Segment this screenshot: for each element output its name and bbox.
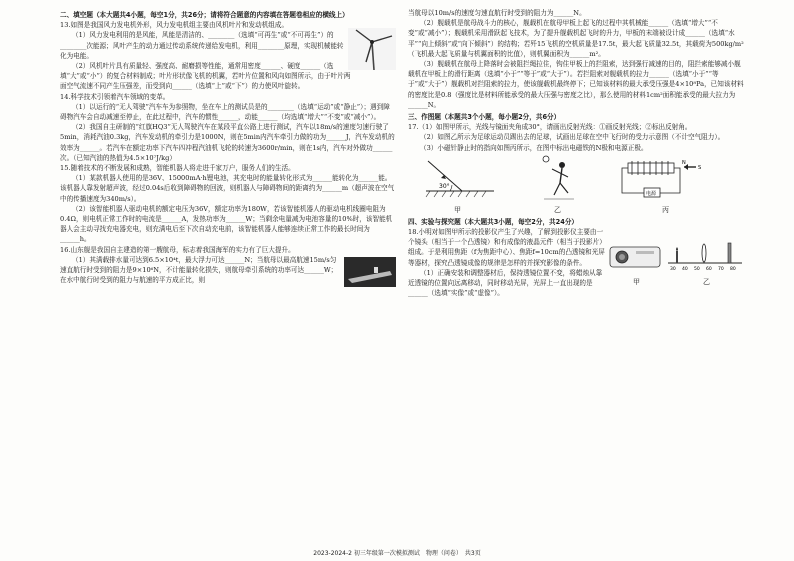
needle-north-label: N — [682, 159, 686, 166]
question-17-part-2: （2）如图乙所示为足球运动员踢出去的足球，试画出足球在空中飞行时的受力示意图（不计空气阻力）。 — [420, 133, 725, 142]
question-15-stem: 15.随着技术的不断发展和成熟，智能机器人将走进千家万户，服务人们的生活。 — [60, 164, 295, 173]
figure-label-jia-2: 甲 — [633, 278, 640, 287]
football-player-diagram — [538, 153, 578, 203]
question-18-part-1: （1）正确安装和调整器材后，保持透镜位置不变，将蜡烛从靠近透镜的位置向远离移动，同时移动光屏，光屏上一直出现的是______（选填“实像”或“虚像”）。 — [408, 268, 603, 298]
section-2-heading: 二、填空题（本大题共4小题，每空1分，共26分；请将符合题意的内容填在答题卷相应的横线上） — [60, 11, 349, 19]
ruler-tick-70: 70 — [718, 267, 724, 273]
question-14-part-1: （1）以运行的“无人驾驶”汽车车为参照物，坐在车上的测试员是的________（选填“运动”或“静止”）；遇到障碍物汽车会自动减速至停止，在此过程中，汽车的惯性______，动能______（均选填“增大”“不变”或“减小”）。 — [60, 102, 390, 122]
figure-label-bing: 丙 — [662, 205, 669, 214]
q16-block — [60, 255, 396, 286]
ruler-tick-30: 30 — [670, 267, 676, 273]
question-17-part-3: （3）小磁针静止时的指向如图丙所示，在图中标出电磁铁的N极和电源正极。 — [420, 143, 648, 152]
question-16-stem: 16.山东舰是我国自主建造的第一艘航母，标志着我国海军的实力有了巨大提升。 — [60, 245, 295, 254]
section-4-heading: 四、实验与探究题（本大题共3小题，每空2分，共24分） — [408, 217, 579, 226]
projector-photo — [608, 239, 662, 275]
power-source-label: 电源 — [646, 190, 657, 197]
figure-label-jia: 甲 — [454, 205, 461, 214]
question-15-part-1: （1）某款机器人使用的是36V、15000mA·h锂电池，其充电时的能量转化形式为______能转化为______能。该机器人靠发射超声波，经过0.04s后收到障碍物的回波，则机器人与障碍物间的距离约为______m（超声波在空气中的传播速度为340m/s）。 — [60, 174, 395, 203]
needle-south-label: S — [698, 164, 702, 171]
question-13-part-1: （1）风力发电利用的是风能，风能是清洁的、________（选填“可再生”或“不可再生”）的________次能源；风叶产生的动力通过传动系统传递给发电机，利用________原理，实现机械能转化为电能。 — [60, 31, 344, 60]
angle-label: 30° — [439, 182, 450, 190]
question-14-stem: 14.科学技术引领着汽车领域的变革。 — [60, 92, 170, 101]
q13-block — [60, 30, 396, 61]
electromagnet-diagram — [618, 155, 708, 201]
optical-bench-diagram — [666, 233, 744, 277]
section-3-heading: 三、作图题（本题共3个小题，每小题2分，共6分） — [408, 113, 561, 122]
question-18-stem: 18.小明对如图甲所示的投影仪产生了兴趣，了解到投影仪主要由一个镜头（相当于一个凸透镜）和有成像的液晶元件（相当于投影片）组成。于是利用焦距（f为焦距中心）、焦距f=10cm的凸透镜和光屏等器材，探究凸透镜成像的规律是怎样的并探究影像的条件。 — [408, 228, 606, 267]
right-column — [408, 8, 744, 298]
question-16-part-1: （1）其满载排水量可达到6.5×10⁴t，最大浮力可达______N；当航母以最高航速15m/s匀速直航行时受到的阻力是9×10⁶N，不计能量转化损失，则航母牵引系统的功率可达______W；在水中航行时受到的阻力与航速的平方成正比，则 — [60, 255, 338, 285]
figure-label-yi: 乙 — [554, 205, 561, 214]
figure-label-yi-2: 乙 — [703, 278, 710, 287]
wind-turbine-photo — [348, 28, 396, 70]
question-16-part-2: （2）舰载机是航母战斗力的核心，舰载机在航母甲板上起飞的过程中其机械能______（选填“增大”“不变”或“减小”）；舰载机采用滑跃起飞技术，为了提升舰载机起飞时的升力，甲板的末端被设计成______（选填“水平”“向上倾斜”或“向下倾斜”）的结构；若歼15飞机的空机质量是17.5t，最大起飞质量32.5t，其载荷为500kg/m²（飞机最大起飞质量与机翼面积的比值），则机翼面积为______m²。 — [408, 19, 744, 58]
question-13-part-2: （2）风机叶片具有质量轻、强度高、耐磨损等性能，通常用密度______、硬度______（选填“大”或“小”）的复合材料制成；叶片形状像飞机的机翼，若叶片位置和风向如图所示，由于叶片两面空气流速不同产生压强差，而受到向______（选填“上”或“下”）的力使风叶旋转。 — [60, 62, 351, 91]
mirror-reflection-diagram — [422, 155, 502, 201]
ruler-tick-50: 50 — [694, 267, 700, 273]
ruler-tick-40: 40 — [682, 267, 688, 273]
q17-figures — [408, 153, 744, 215]
question-16-part-1-cont: 当航母以10m/s的速度匀速直航行时受到的阻力为______N。 — [408, 9, 586, 17]
left-column — [60, 8, 396, 285]
ruler-tick-80: 80 — [730, 267, 736, 273]
ruler-tick-60: 60 — [706, 267, 712, 273]
q18-block — [408, 227, 744, 298]
page-footer: 2023-2024-2 初三年级第一次模拟测试 物理（问卷） 共3页 — [313, 550, 481, 557]
question-14-part-2: （2）我国自主研制的“红旗HQ3”无人驾驶汽车在某段平直公路上进行测试，汽车以18m/s的速度匀速行驶了5min，消耗汽油0.3kg，汽车发动机的牵引力是1000N，则在5min内汽车牵引力做的功为______J，汽车发动机的效率为______。若汽车在额定功率下汽车四冲程汽油机飞轮的转速为3600r/min，则在1s内，汽车对外做功______次。（已知汽油的热值为4.5×10⁷J/kg） — [60, 123, 395, 162]
question-13-stem: 13.如图是我国风力发电机外形，风力发电机组主要由风机叶片和发动机组成。 — [60, 21, 289, 30]
aircraft-carrier-photo — [344, 257, 396, 287]
question-16-part-3: （3）舰载机在航母上降落时会被阻拦绳拉住，钩住甲板上的拦阻索，达到强行减速的目的，阻拦索能够减小舰载机在甲板上的滑行距离（选填“小于”“等于”或“大于”）。若拦阻索对舰载机的拉力______（选填“小于”“等于”或“大于”）舰载机对拦阻索的拉力，使该舰载机最终停下；已知该材料的最大承受压强是4×10⁸Pa，已知该材料的密度比是0.8（强度比是材料所能承受的最大压强与密度之比），那么使用的材料1cm²面积能承受的最大拉力为______N。 — [408, 60, 744, 109]
question-15-part-2: （2）该智能机器人驱动电机的额定电压为36V，额定功率为180W，若该智能机器人的驱动电机线圈电阻为0.4Ω，则电机正常工作时的电流是______A，发热功率为______W；当剩余电量减为电池容量的10%时，该智能机器人会主动寻找充电器充电，则充满电后至下次自动充电前，该智能机器人能够连续正常工作的最长时间为______h。 — [60, 204, 393, 244]
question-17-part-1: 17.（1）如图甲所示，光线与镜面夹角成30°，请画出反射光线：①画反射光线；②标出反射角。 — [408, 123, 692, 132]
